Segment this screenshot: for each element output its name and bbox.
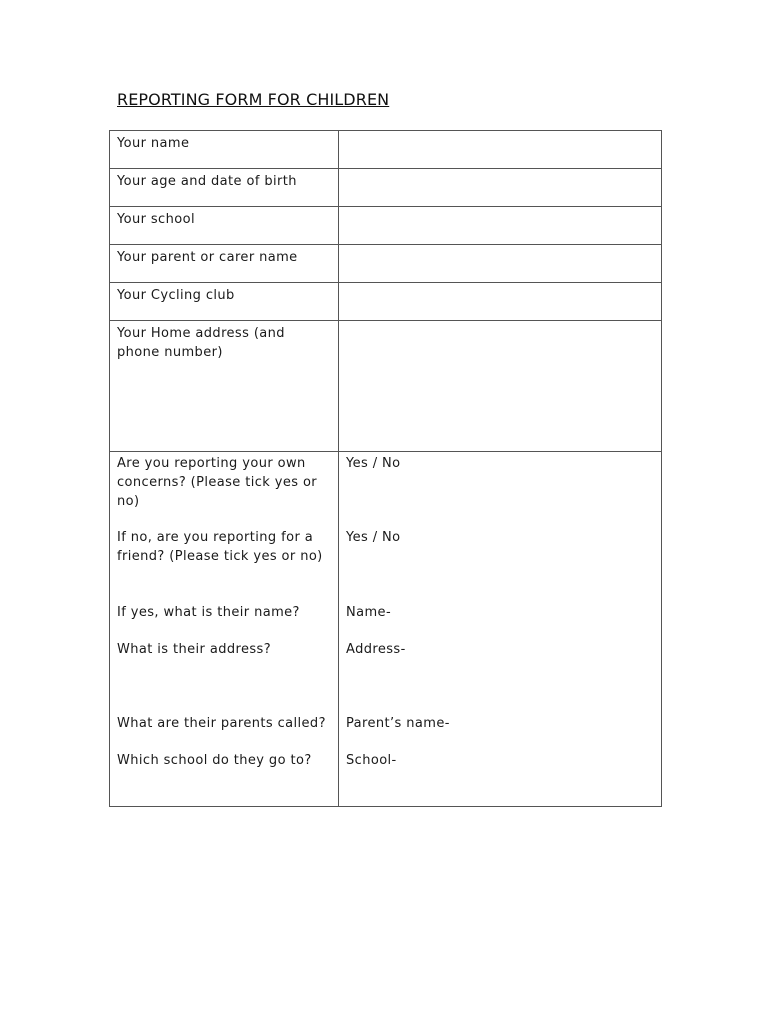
answer-own-concerns-yes-no[interactable]: Yes / No — [346, 456, 401, 471]
answers-cell[interactable] — [339, 452, 662, 807]
entry-cell-age-dob[interactable] — [339, 169, 662, 207]
field-value-age-dob[interactable] — [339, 169, 661, 172]
question-friend-school: Which school do they go to? — [117, 753, 312, 768]
label-cell — [110, 245, 339, 283]
row-parent-carer — [110, 245, 662, 283]
row-age-dob — [110, 169, 662, 207]
label-cell — [110, 321, 339, 452]
row-home-address — [110, 321, 662, 452]
question-reporting-for-friend: If no, are you reporting for a friend? (Please tick yes or no) — [117, 530, 323, 564]
form-title: REPORTING FORM FOR CHILDREN — [117, 90, 390, 109]
field-value-cycling-club[interactable] — [339, 283, 661, 286]
answer-friend-school[interactable]: School- — [346, 753, 397, 768]
question-own-concerns: Are you reporting your own concerns? (Please tick yes or no) — [117, 456, 318, 509]
answer-friend-parents[interactable]: Parent’s name- — [346, 716, 450, 731]
question-friend-name: If yes, what is their name? — [117, 605, 300, 620]
answer-friend-name[interactable]: Name- — [346, 605, 392, 620]
entry-cell-cycling-club[interactable] — [339, 283, 662, 321]
field-label-home-address: Your Home address (and phone number) — [117, 326, 285, 360]
field-value-home-address[interactable] — [339, 321, 661, 324]
row-cycling-club — [110, 283, 662, 321]
entry-cell-parent-carer[interactable] — [339, 245, 662, 283]
question-friend-parents: What are their parents called? — [117, 716, 326, 731]
field-label-age-dob: Your age and date of birth — [117, 174, 297, 189]
field-value-parent-carer[interactable] — [339, 245, 661, 248]
answer-friend-yes-no[interactable]: Yes / No — [346, 530, 401, 545]
entry-cell-home-address[interactable] — [339, 321, 662, 452]
row-reporting-questions — [110, 452, 662, 807]
question-friend-address: What is their address? — [117, 642, 272, 657]
reporting-form-table — [109, 130, 662, 807]
label-cell — [110, 207, 339, 245]
row-your-name — [110, 131, 662, 169]
label-cell — [110, 131, 339, 169]
questions-cell — [110, 452, 339, 807]
answer-friend-address[interactable]: Address- — [346, 642, 406, 657]
field-value-school[interactable] — [339, 207, 661, 210]
field-value-your-name[interactable] — [339, 131, 661, 134]
entry-cell-your-name[interactable] — [339, 131, 662, 169]
field-label-parent-carer: Your parent or carer name — [117, 250, 298, 265]
field-label-your-name: Your name — [117, 136, 190, 151]
label-cell — [110, 283, 339, 321]
row-school — [110, 207, 662, 245]
label-cell — [110, 169, 339, 207]
field-label-cycling-club: Your Cycling club — [117, 288, 235, 303]
field-label-school: Your school — [117, 212, 195, 227]
entry-cell-school[interactable] — [339, 207, 662, 245]
